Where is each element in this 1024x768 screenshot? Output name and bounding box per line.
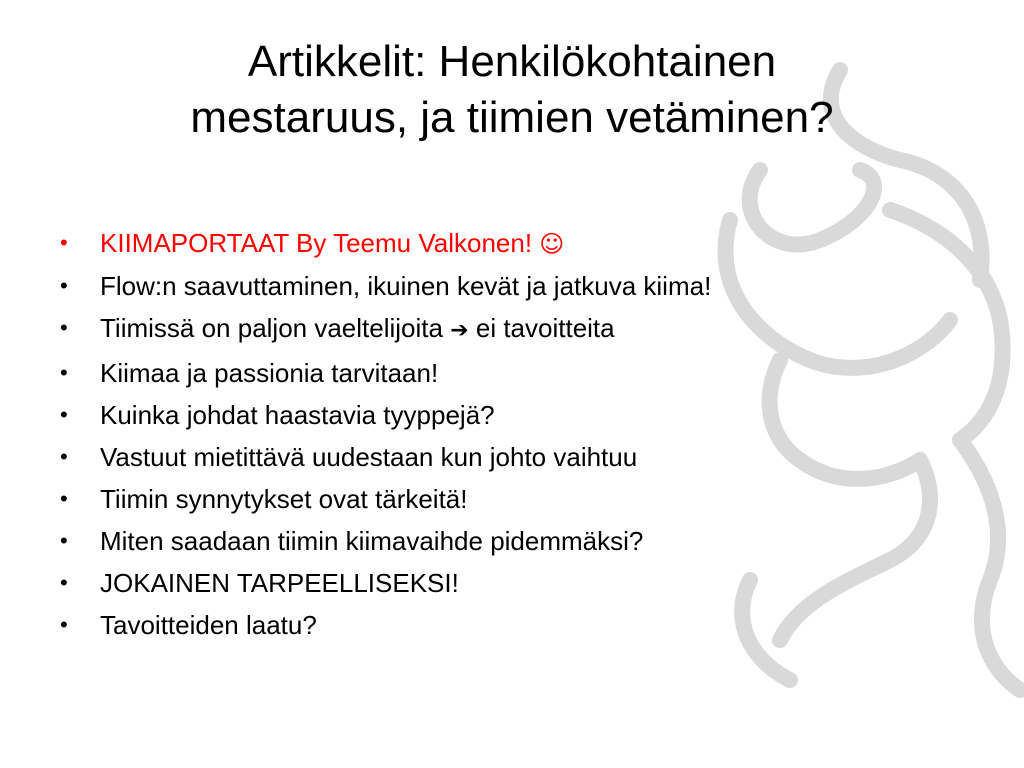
bullet-dot-icon: • (60, 230, 68, 255)
list-item (58, 520, 958, 562)
list-item-text: ei tavoitteita (468, 313, 615, 343)
list-item (58, 604, 958, 646)
bullet-dot-icon: • (60, 273, 68, 298)
list-item-text: JOKAINEN TARPEELLISEKSI! (100, 568, 459, 598)
list-item-text: Kuinka johdat haastavia tyyppejä? (100, 400, 495, 430)
arrow-right-icon: ➔ (450, 318, 469, 343)
list-item-text: KIIMAPORTAAT By Teemu Valkonen! (100, 228, 540, 258)
bullet-dot-icon: • (60, 402, 68, 427)
list-item (58, 222, 958, 265)
list-item-text: Kiimaa ja passionia tarvitaan! (100, 358, 439, 388)
smiley-icon: ☺ (539, 230, 565, 258)
list-item (58, 436, 958, 478)
bullet-dot-icon: • (60, 444, 68, 469)
bullet-dot-icon: • (60, 528, 68, 553)
list-item (58, 562, 958, 604)
bullet-dot-icon: • (60, 486, 68, 511)
list-item-text: Tiimin synnytykset ovat tärkeitä! (100, 484, 468, 514)
bullet-dot-icon: • (60, 612, 68, 637)
bullet-dot-icon: • (60, 315, 68, 340)
list-item (58, 265, 958, 307)
list-item-text: Vastuut mietittävä uudestaan kun johto vaihtuu (100, 442, 638, 472)
list-item (58, 478, 958, 520)
list-item-text: Flow:n saavuttaminen, ikuinen kevät ja jatkuva kiima! (100, 271, 712, 301)
bullet-dot-icon: • (60, 360, 68, 385)
list-item (58, 352, 958, 394)
title-line-1: Artikkelit: Henkilökohtainen (247, 37, 777, 86)
list-item-text: Miten saadaan tiimin kiimavaihde pidemmäksi? (100, 526, 644, 556)
list-item (58, 307, 958, 352)
title-line-2: mestaruus, ja tiimien vetäminen? (190, 93, 834, 142)
bullet-list (58, 222, 958, 646)
bullet-dot-icon: • (60, 570, 68, 595)
list-item (58, 394, 958, 436)
list-item-text: Tavoitteiden laatu? (100, 610, 317, 640)
slide-title (60, 34, 964, 146)
list-item-text: Tiimissä on paljon vaeltelijoita (100, 313, 451, 343)
